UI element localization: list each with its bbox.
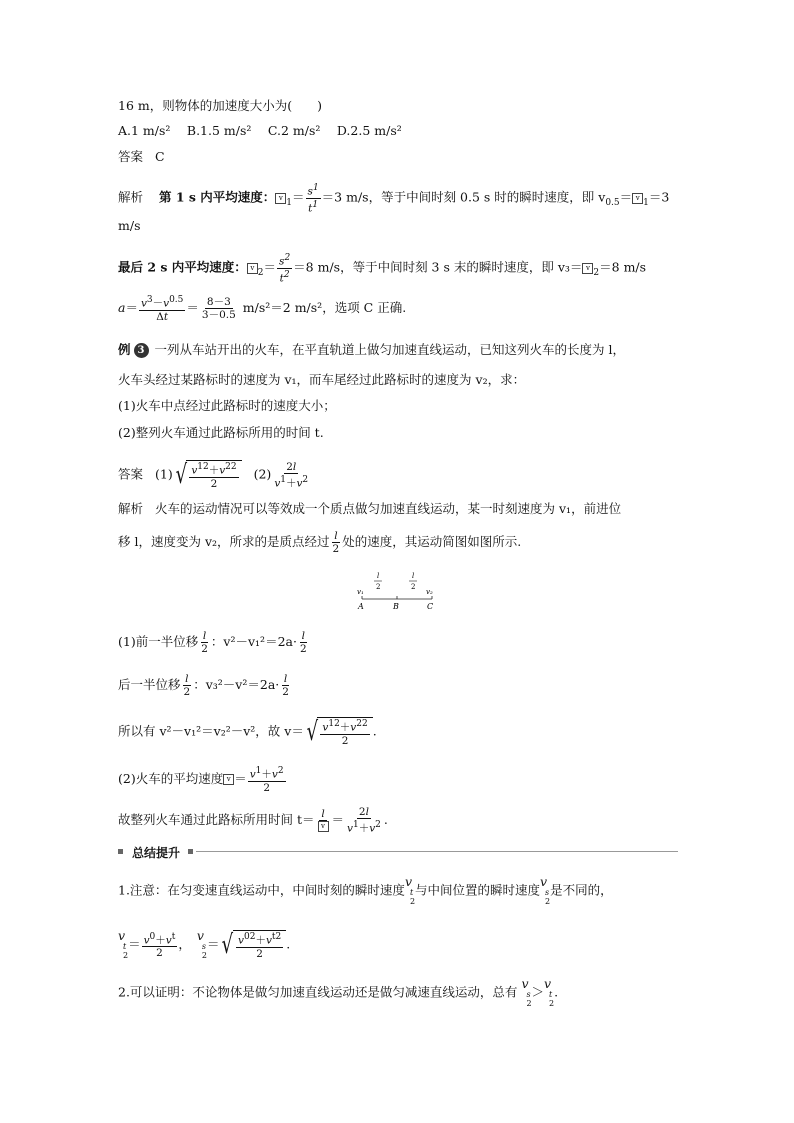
example-line-2: 火车头经过某路标时的速度为 v₁，而车尾经过此路标时的速度为 v₂，求： [118, 372, 526, 387]
example-text: 一列从车站开出的火车，在平直轨道上做匀加速直线运动，已知这列火车的长度为 l， [154, 342, 625, 357]
motion-diagram [340, 570, 450, 612]
summary-point-1: 1.注意：在匀变速直线运动中，中间时刻的瞬时速度 v t 2 与中间位置的瞬时速度 v s 2 是不同的， [118, 874, 613, 906]
fraction-numeric: $\frac{8-3}{3-0.5}$ [201, 295, 236, 321]
fraction-time: $\frac{2l}{v1+v2}$ [274, 460, 309, 489]
label-B: B [393, 602, 399, 611]
solution-text: (2)火车的平均速度 [118, 770, 224, 786]
analysis-label: 解析 [118, 501, 144, 516]
summary-text: 2.可以证明：不论物体是做匀加速直线运动还是做匀减速直线运动，总有 [118, 984, 518, 1000]
vbar-glyph: v [318, 821, 329, 832]
summary-formulas: v t 2 ＝ $\frac{v0+vt}{2}$ ， v s 2 ＝ √ $\frac{v02+vt2}{2}$ . [118, 928, 291, 960]
answer-value: C [155, 149, 165, 164]
answer-2-line [118, 460, 311, 490]
solution-text: ：v₃²－v²＝2a· [193, 677, 280, 692]
analysis-text: ＝3 [648, 189, 670, 205]
fraction-s2-t2: $\frac{s2}{t2}$ [279, 253, 291, 284]
fraction-dv-dt: $\frac{v3-v0.5}{\Delta t}$ [140, 295, 184, 323]
example-label: 例 [118, 342, 131, 357]
analysis-label: 解析 [118, 189, 144, 205]
question-tail: 16 m，则物体的加速度大小为( ) [118, 98, 322, 113]
label-C: C [427, 602, 434, 611]
summary-text: 1.注意：在匀变速直线运动中，中间时刻的瞬时速度 [118, 882, 405, 898]
subscript: 0.5 [605, 198, 620, 208]
options: A.1 m/s² B.1.5 m/s² C.2 m/s² D.2.5 m/s² [118, 123, 402, 138]
answer-part-1: (1) [155, 466, 173, 482]
solution-text: 后一半位移 [118, 677, 181, 692]
analysis-2-line-2: 移 l，速度变为 v₂，所求的是质点经过 $\frac{l}{2}$ 处的速度，其运动简图如图所示. [118, 530, 522, 555]
label-v1: v₁ [357, 588, 364, 596]
half-num-2: l [412, 572, 415, 580]
summary-text: 是不同的， [550, 882, 613, 898]
analysis-line-1: 解析 第 1 s 内平均速度： $v_1=$ $\frac{s1}{t1}$ ＝3 m/s，等于中间时刻 0.5 s 时的瞬时速度，即 $v_{0.5}= v_1=3$ [118, 183, 670, 214]
summary-header [118, 846, 678, 858]
solution-text: (1)前一半位移 [118, 634, 199, 649]
summary-rule [196, 851, 678, 852]
example-number-badge: 3 [134, 343, 149, 358]
analysis-line-1-cont: m/s [118, 218, 141, 233]
answer-part-2: (2) [253, 466, 272, 482]
analysis-text: m/s²＝2 m/s²，选项 C 正确. [238, 299, 407, 315]
summary-text: 与中间位置的瞬时速度 [415, 882, 541, 898]
analysis-2-line-1 [118, 501, 621, 517]
vbar-glyph: v [275, 193, 286, 204]
avg-velocity-first: 第 1 s 内平均速度： [159, 189, 276, 205]
vbar-glyph: v [223, 774, 234, 785]
fraction-s1-t1: $\frac{s1}{t1}$ [307, 183, 319, 214]
vbar-glyph: v [247, 263, 258, 274]
vbar-glyph: v [632, 193, 643, 204]
analysis-text: 移 l，速度变为 v₂，所求的是质点经过 [118, 534, 330, 549]
answer-label: 答案 [118, 466, 144, 482]
example-question-1: (1)火车中点经过此路标时的速度大小； [118, 398, 336, 413]
analysis-text: ＝8 m/s，等于中间时刻 3 s 末的瞬时速度，即 v₃＝ [293, 259, 583, 275]
example-line-1 [118, 342, 625, 358]
example-question-2: (2)整列火车通过此路标所用的时间 t. [118, 425, 324, 440]
solution-line-5: 故整列火车通过此路标所用时间 t＝ $\frac{l}{v}$ ＝ $\frac{2l}{v1+v2}$ . [118, 806, 388, 835]
analysis-text: ＝8 m/s [599, 259, 647, 275]
half-num-1: l [377, 572, 380, 580]
analysis-text: 处的速度，其运动简图如图所示. [342, 534, 522, 549]
summary-marker-right [188, 849, 193, 854]
half-den-2: 2 [411, 583, 416, 591]
vbar-glyph: v [582, 263, 593, 274]
solution-line-2: 后一半位移 $\frac{l}{2}$ ：v₃²－v²＝2a· $\frac{l}{2}$ [118, 673, 289, 698]
solution-line-1: (1)前一半位移 $\frac{l}{2}$ ：v²－v₁²＝2a· $\frac{l}{2}$ [118, 630, 307, 655]
sqrt-expression: √ $\frac{v12+v22}{2}$ [173, 460, 242, 490]
analysis-text: ＝3 m/s，等于中间时刻 0.5 s 时的瞬时速度，即 v [321, 189, 606, 205]
label-A: A [358, 602, 364, 611]
solution-text: 所以有 v²－v₁²＝v₂²－v²，故 v＝ [118, 723, 304, 739]
analysis-line-2: 最后 2 s 内平均速度： $v_2=$ $\frac{s2}{t2}$ ＝8 m/s，等于中间时刻 3 s 末的瞬时速度，即 $v_3= v_2=8$ m/s [118, 253, 647, 284]
solution-line-4: (2)火车的平均速度 v ＝ $\frac{v1+v2}{2}$ [118, 766, 284, 794]
analysis-text: 火车的运动情况可以等效成一个质点做匀加速直线运动，某一时刻速度为 v₁，前进位 [155, 501, 622, 516]
solution-text: 故整列火车通过此路标所用时间 t＝ [118, 811, 315, 827]
summary-title: 总结提升 [132, 846, 181, 860]
analysis-line-3: a＝ $\frac{v3-v0.5}{\Delta t}$ ＝ $\frac{8-3}{3-0.5}$ m/s²＝2 m/s²，选项 C 正确. [118, 295, 407, 323]
answer-label: 答案 [118, 149, 144, 164]
answer-line [118, 149, 165, 165]
avg-velocity-last: 最后 2 s 内平均速度： [118, 259, 247, 275]
summary-marker-left [118, 849, 123, 854]
half-den-1: 2 [376, 583, 381, 591]
label-v2: v₂ [426, 588, 433, 596]
solution-line-3: 所以有 v²－v₁²＝v₂²－v²，故 v＝ √ $\frac{v12+v22}{2}$ . [118, 716, 377, 747]
summary-point-2: 2.可以证明：不论物体是做匀加速直线运动还是做匀减速直线运动，总有 v s 2 ＞ v t 2 . [118, 976, 559, 1008]
solution-text: ：v²－v₁²＝2a· [210, 634, 297, 649]
